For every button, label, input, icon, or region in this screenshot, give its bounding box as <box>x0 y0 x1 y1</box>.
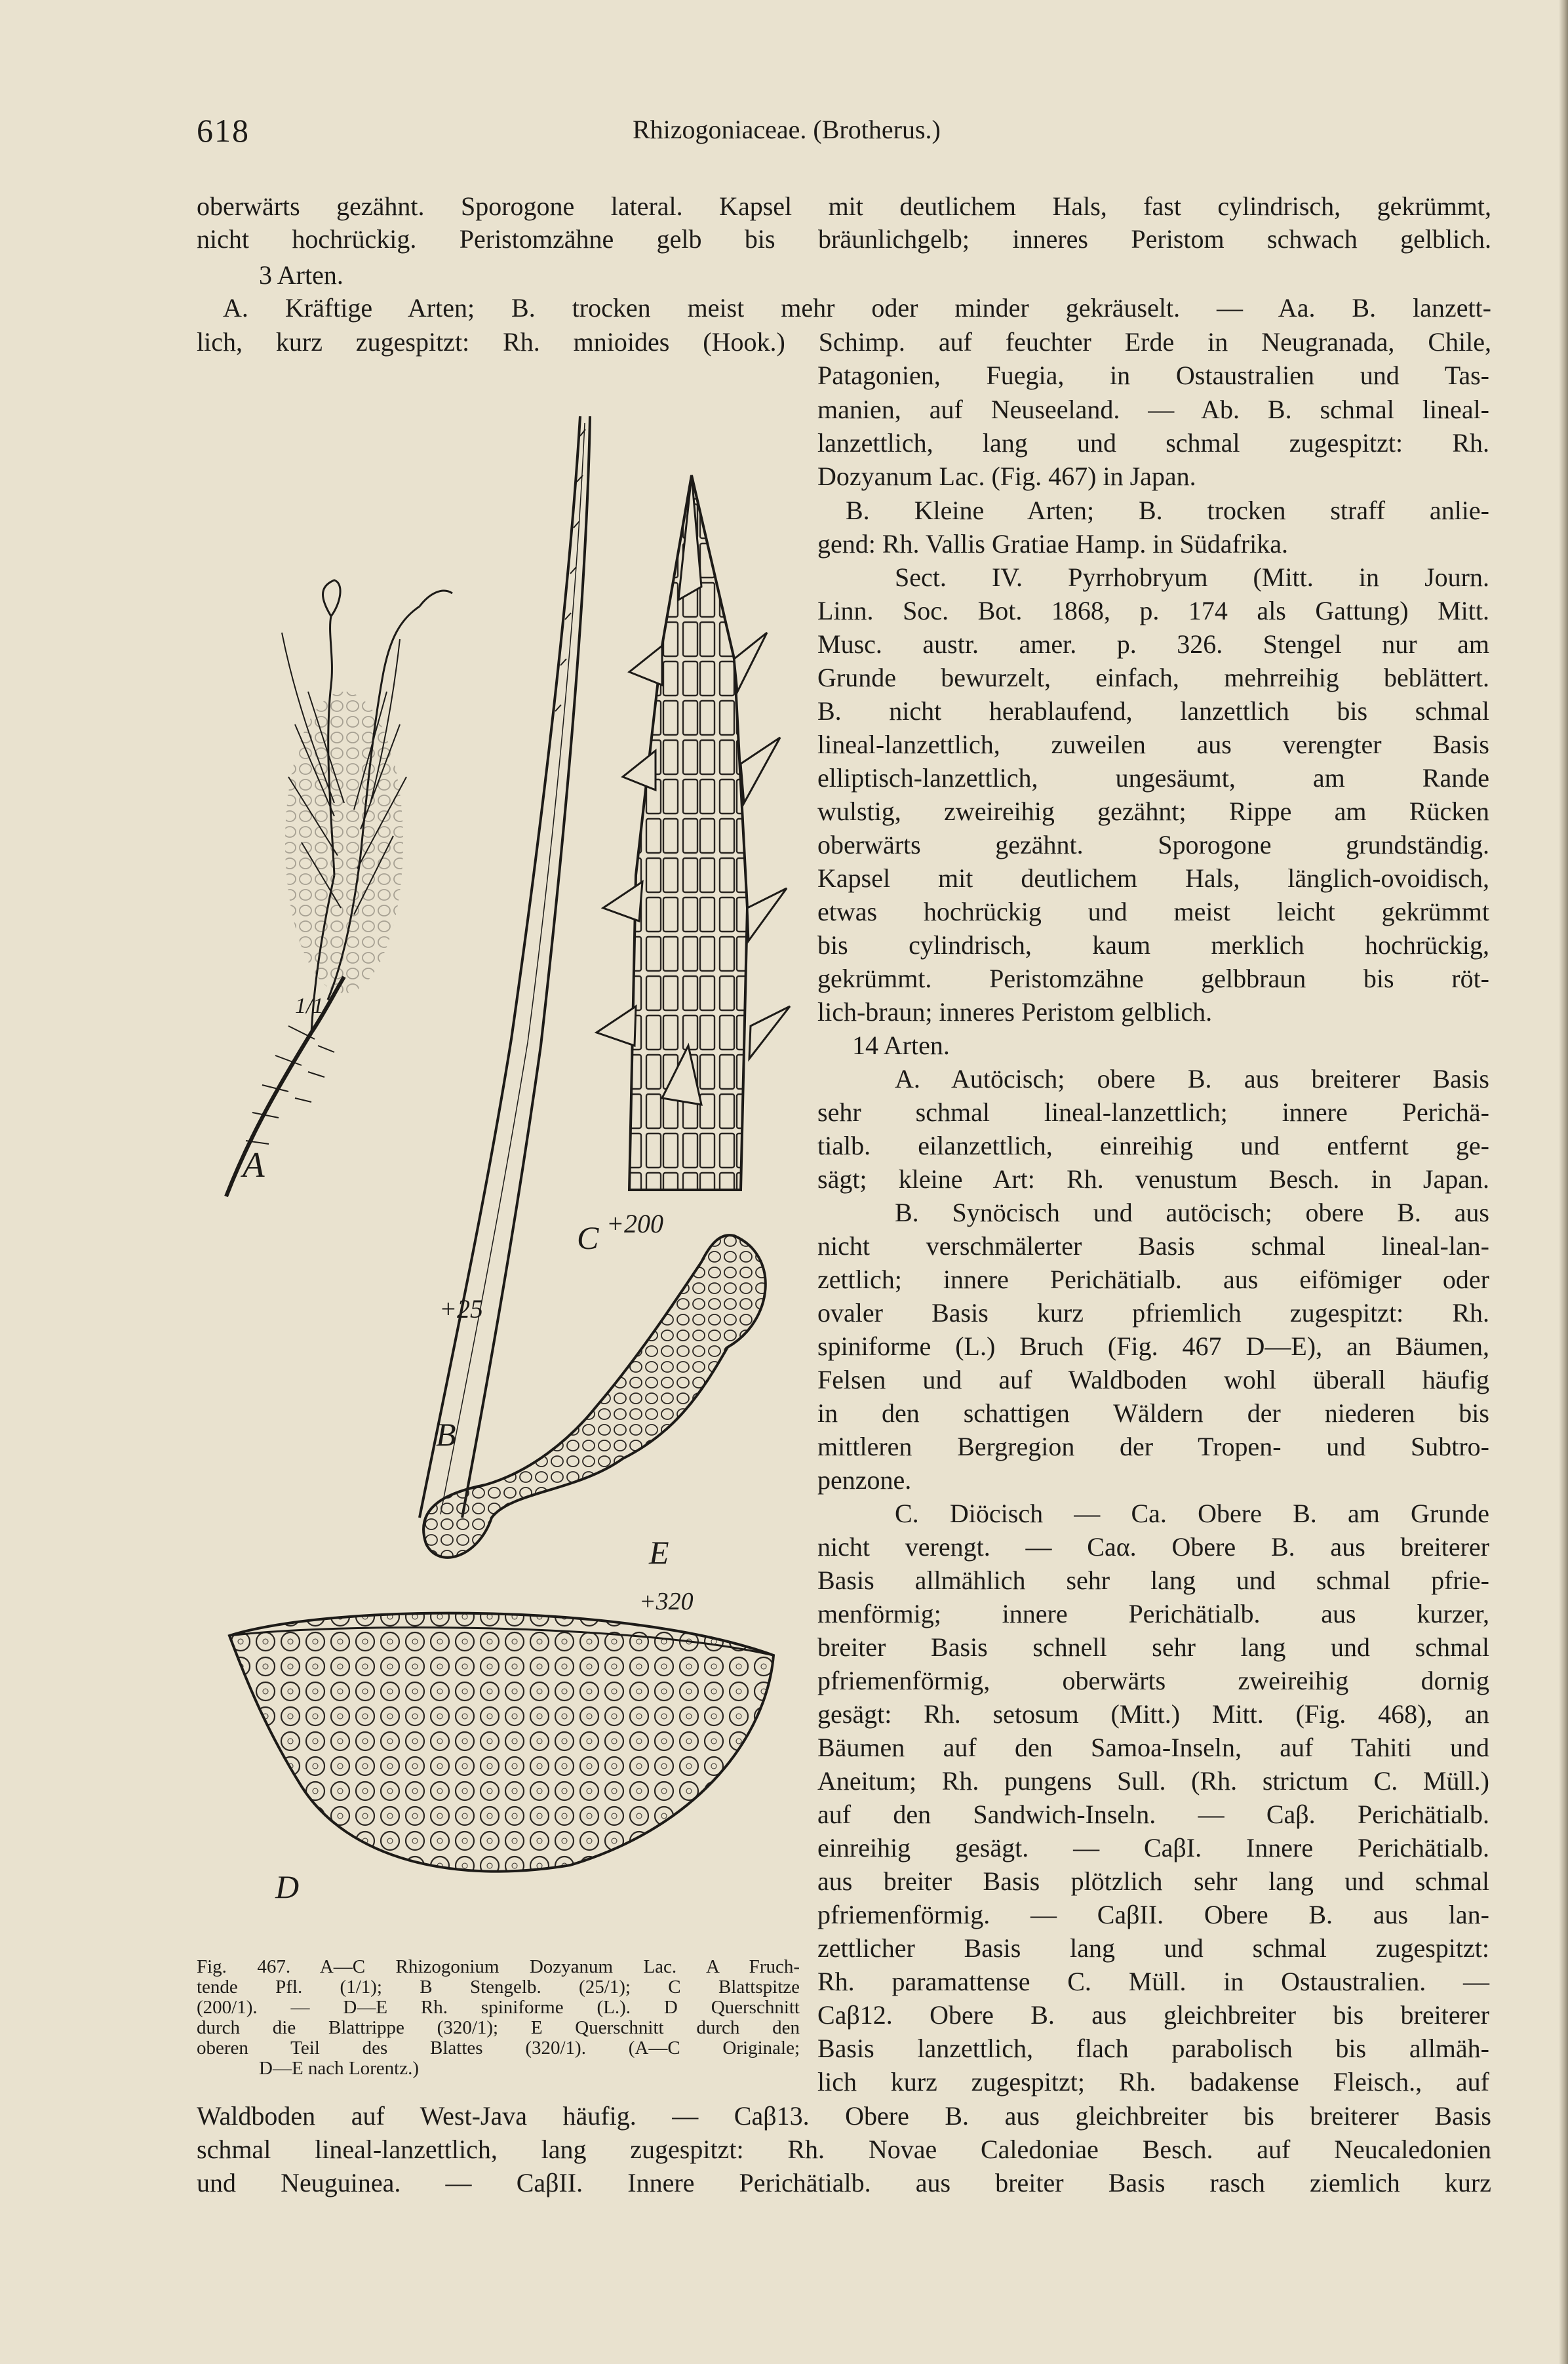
text-line: menförmig; innere Perichätialb. aus kurzer, <box>817 1599 1489 1628</box>
figure-scale-e: +320 <box>639 1588 694 1615</box>
text-line: und Neuguinea. — CaβII. Innere Perichätialb. aus breiter Basis rasch ziemlich kurz <box>197 2168 1491 2197</box>
figure-caption-line: (200/1). — D—E Rh. spiniforme (L.). D Querschnitt <box>197 1997 800 2018</box>
figure-scale-c: +200 <box>606 1209 663 1238</box>
figure-label-b: B <box>436 1416 456 1453</box>
text-line: nicht verschmälerter Basis schmal lineal-lan- <box>817 1231 1489 1261</box>
text-line: Aneitum; Rh. pungens Sull. (Rh. strictum C. Müll.) <box>817 1766 1489 1796</box>
text-line: breiter Basis schnell sehr lang und schmal <box>817 1632 1489 1662</box>
figure-caption-line: D—E nach Lorentz.) <box>259 2058 419 2079</box>
figure-part-c-leaf-tip <box>597 475 790 1190</box>
text-line: auf den Sandwich-Inseln. — Caβ. Perichätialb. <box>817 1800 1489 1829</box>
text-line: penzone. <box>817 1465 912 1495</box>
text-line: in den schattigen Wäldern der niederen bis <box>817 1398 1489 1428</box>
text-line: Rh. paramattense C. Müll. in Ostaustralien. — <box>817 1967 1489 1996</box>
text-line: etwas hochrückig und meist leicht gekrümmt <box>817 897 1489 926</box>
figure-caption-line: tende Pfl. (1/1); B Stengelb. (25/1); C Blattspitze <box>197 1977 800 1998</box>
text-line: nicht verengt. — Caα. Obere B. aus breiterer <box>817 1532 1489 1562</box>
text-line: mittleren Bergregion der Tropen- und Subtro- <box>817 1432 1489 1461</box>
figure-caption-line: durch die Blattrippe (320/1); E Querschnitt durch den <box>197 2017 800 2038</box>
text-line: sägt; kleine Art: Rh. venustum Besch. in Japan. <box>817 1164 1489 1194</box>
text-line: Basis lanzettlich, flach parabolisch bis allmäh- <box>817 2034 1489 2063</box>
text-line: B. nicht herablaufend, lanzettlich bis schmal <box>817 696 1489 726</box>
text-line: ovaler Basis kurz pfriemlich zugespitzt: Rh. <box>817 1298 1489 1328</box>
figure-scale-b: +25 <box>439 1294 483 1324</box>
text-line: Grunde bewurzelt, einfach, mehrreihig beblättert. <box>817 663 1489 692</box>
text-line: tialb. eilanzettlich, einreihig und entfernt ge- <box>817 1131 1489 1160</box>
page-number: 618 <box>197 112 250 149</box>
text-line: Kapsel mit deutlichem Hals, länglich-ovoidisch, <box>817 863 1489 893</box>
text-line: gend: Rh. Vallis Gratiae Hamp. in Südafrika. <box>817 529 1289 559</box>
figure-caption-line: oberen Teil des Blattes (320/1). (A—C Originale; <box>197 2038 800 2059</box>
text-line: sehr schmal lineal-lanzettlich; innere Perichä- <box>817 1097 1489 1127</box>
text-line: Felsen und auf Waldboden wohl überall häufig <box>817 1365 1489 1394</box>
text-line: wulstig, zweireihig gezähnt; Rippe am Rücken <box>817 797 1489 826</box>
text-line: einreihig gesägt. — CaβI. Innere Perichätialb. <box>817 1833 1489 1862</box>
text-line: pfriemenförmig. — CaβII. Obere B. aus lan- <box>817 1900 1489 1929</box>
text-line: Musc. austr. amer. p. 326. Stengel nur am <box>817 629 1489 659</box>
text-line: zettlicher Basis lang und schmal zugespitzt: <box>817 1933 1489 1963</box>
text-line: Patagonien, Fuegia, in Ostaustralien und Tas- <box>817 361 1489 390</box>
text-line: pfriemenförmig, oberwärts zweireihig dornig <box>817 1666 1489 1695</box>
text-line: lanzettlich, lang und schmal zugespitzt: Rh. <box>817 428 1489 458</box>
text-line: elliptisch-lanzettlich, ungesäumt, am Rande <box>817 763 1489 793</box>
text-line: lich, kurz zugespitzt: Rh. mnioides (Hook.) Schimp. auf feuchter Erde in Neugranada, Chile, <box>197 327 1491 357</box>
text-line: B. Synöcisch und autöcisch; obere B. aus <box>895 1198 1489 1227</box>
figure-label-a: A <box>243 1145 265 1185</box>
text-line: oberwärts gezähnt. Sporogone grundständig. <box>817 830 1489 859</box>
text-line: gekrümmt. Peristomzähne gelbbraun bis röt- <box>817 964 1489 993</box>
figure-467-illustration <box>203 384 813 1937</box>
text-line: B. Kleine Arten; B. trocken straff anlie- <box>846 496 1489 525</box>
text-line: C. Diöcisch — Ca. Obere B. am Grunde <box>895 1499 1489 1528</box>
text-line: gesägt: Rh. setosum (Mitt.) Mitt. (Fig. 468), an <box>817 1699 1489 1729</box>
text-line: aus breiter Basis plötzlich sehr lang und schmal <box>817 1866 1489 1896</box>
text-line: Linn. Soc. Bot. 1868, p. 174 als Gattung) Mitt. <box>817 596 1489 625</box>
text-line: Caβ12. Obere B. aus gleichbreiter bis breiterer <box>817 2000 1489 2030</box>
text-line: Bäumen auf den Samoa-Inseln, auf Tahiti und <box>817 1733 1489 1762</box>
text-line: schmal lineal-lanzettlich, lang zugespitzt: Rh. Novae Caledoniae Besch. auf Neucaledonien <box>197 2135 1491 2164</box>
figure-part-d-midrib-section <box>229 1613 774 1872</box>
page-edge-shadow <box>1559 0 1568 2364</box>
page-header <box>0 111 1568 151</box>
figure-label-e: E <box>649 1534 669 1571</box>
text-line: manien, auf Neuseeland. — Ab. B. schmal lineal- <box>817 395 1489 424</box>
text-line: lich kurz zugespitzt; Rh. badakense Fleisch., auf <box>817 2067 1489 2097</box>
text-line: Sect. IV. Pyrrhobryum (Mitt. in Journ. <box>895 562 1489 592</box>
text-line: Basis allmählich sehr lang und schmal pfrie- <box>817 1566 1489 1595</box>
running-head: Rhizogoniaceae. (Brotherus.) <box>633 115 941 144</box>
figure-part-e-cross-section <box>423 1235 766 1558</box>
text-line: spiniforme (L.) Bruch (Fig. 467 D—E), an Bäumen, <box>817 1331 1489 1361</box>
text-line: 3 Arten. <box>259 260 343 290</box>
text-line: A. Autöcisch; obere B. aus breiterer Basis <box>895 1064 1489 1093</box>
text-line: Dozyanum Lac. (Fig. 467) in Japan. <box>817 462 1196 491</box>
figure-part-b-leaf <box>420 416 590 1518</box>
text-line: lineal-lanzettlich, zuweilen aus verengter Basis <box>817 730 1489 759</box>
text-line: A. Kräftige Arten; B. trocken meist mehr oder minder gekräuselt. — Aa. B. lanzett- <box>223 293 1491 323</box>
text-line: lich-braun; inneres Peristom gelblich. <box>817 997 1213 1027</box>
text-line: oberwärts gezähnt. Sporogone lateral. Kapsel mit deutlichem Hals, fast cylindrisch, gekrümmt, <box>197 191 1491 221</box>
figure-part-a-plant <box>226 580 452 1196</box>
figure-label-d: D <box>275 1868 300 1905</box>
text-line: Waldboden auf West-Java häufig. — Caβ13. Obere B. aus gleichbreiter bis breiterer Basis <box>197 2101 1491 2131</box>
figure-label-c: C <box>577 1219 599 1256</box>
text-line: 14 Arten. <box>852 1031 950 1060</box>
figure-caption-line: Fig. 467. A—C Rhizogonium Dozyanum Lac. A Fruch- <box>197 1956 800 1977</box>
text-line: bis cylindrisch, kaum merklich hochrückig, <box>817 930 1489 960</box>
text-line: zettlich; innere Perichätialb. aus eifömiger oder <box>817 1265 1489 1294</box>
text-line: nicht hochrückig. Peristomzähne gelb bis bräunlichgelb; inneres Peristom schwach gelblich. <box>197 224 1491 254</box>
figure-scale-a: 1/1 <box>295 994 324 1018</box>
